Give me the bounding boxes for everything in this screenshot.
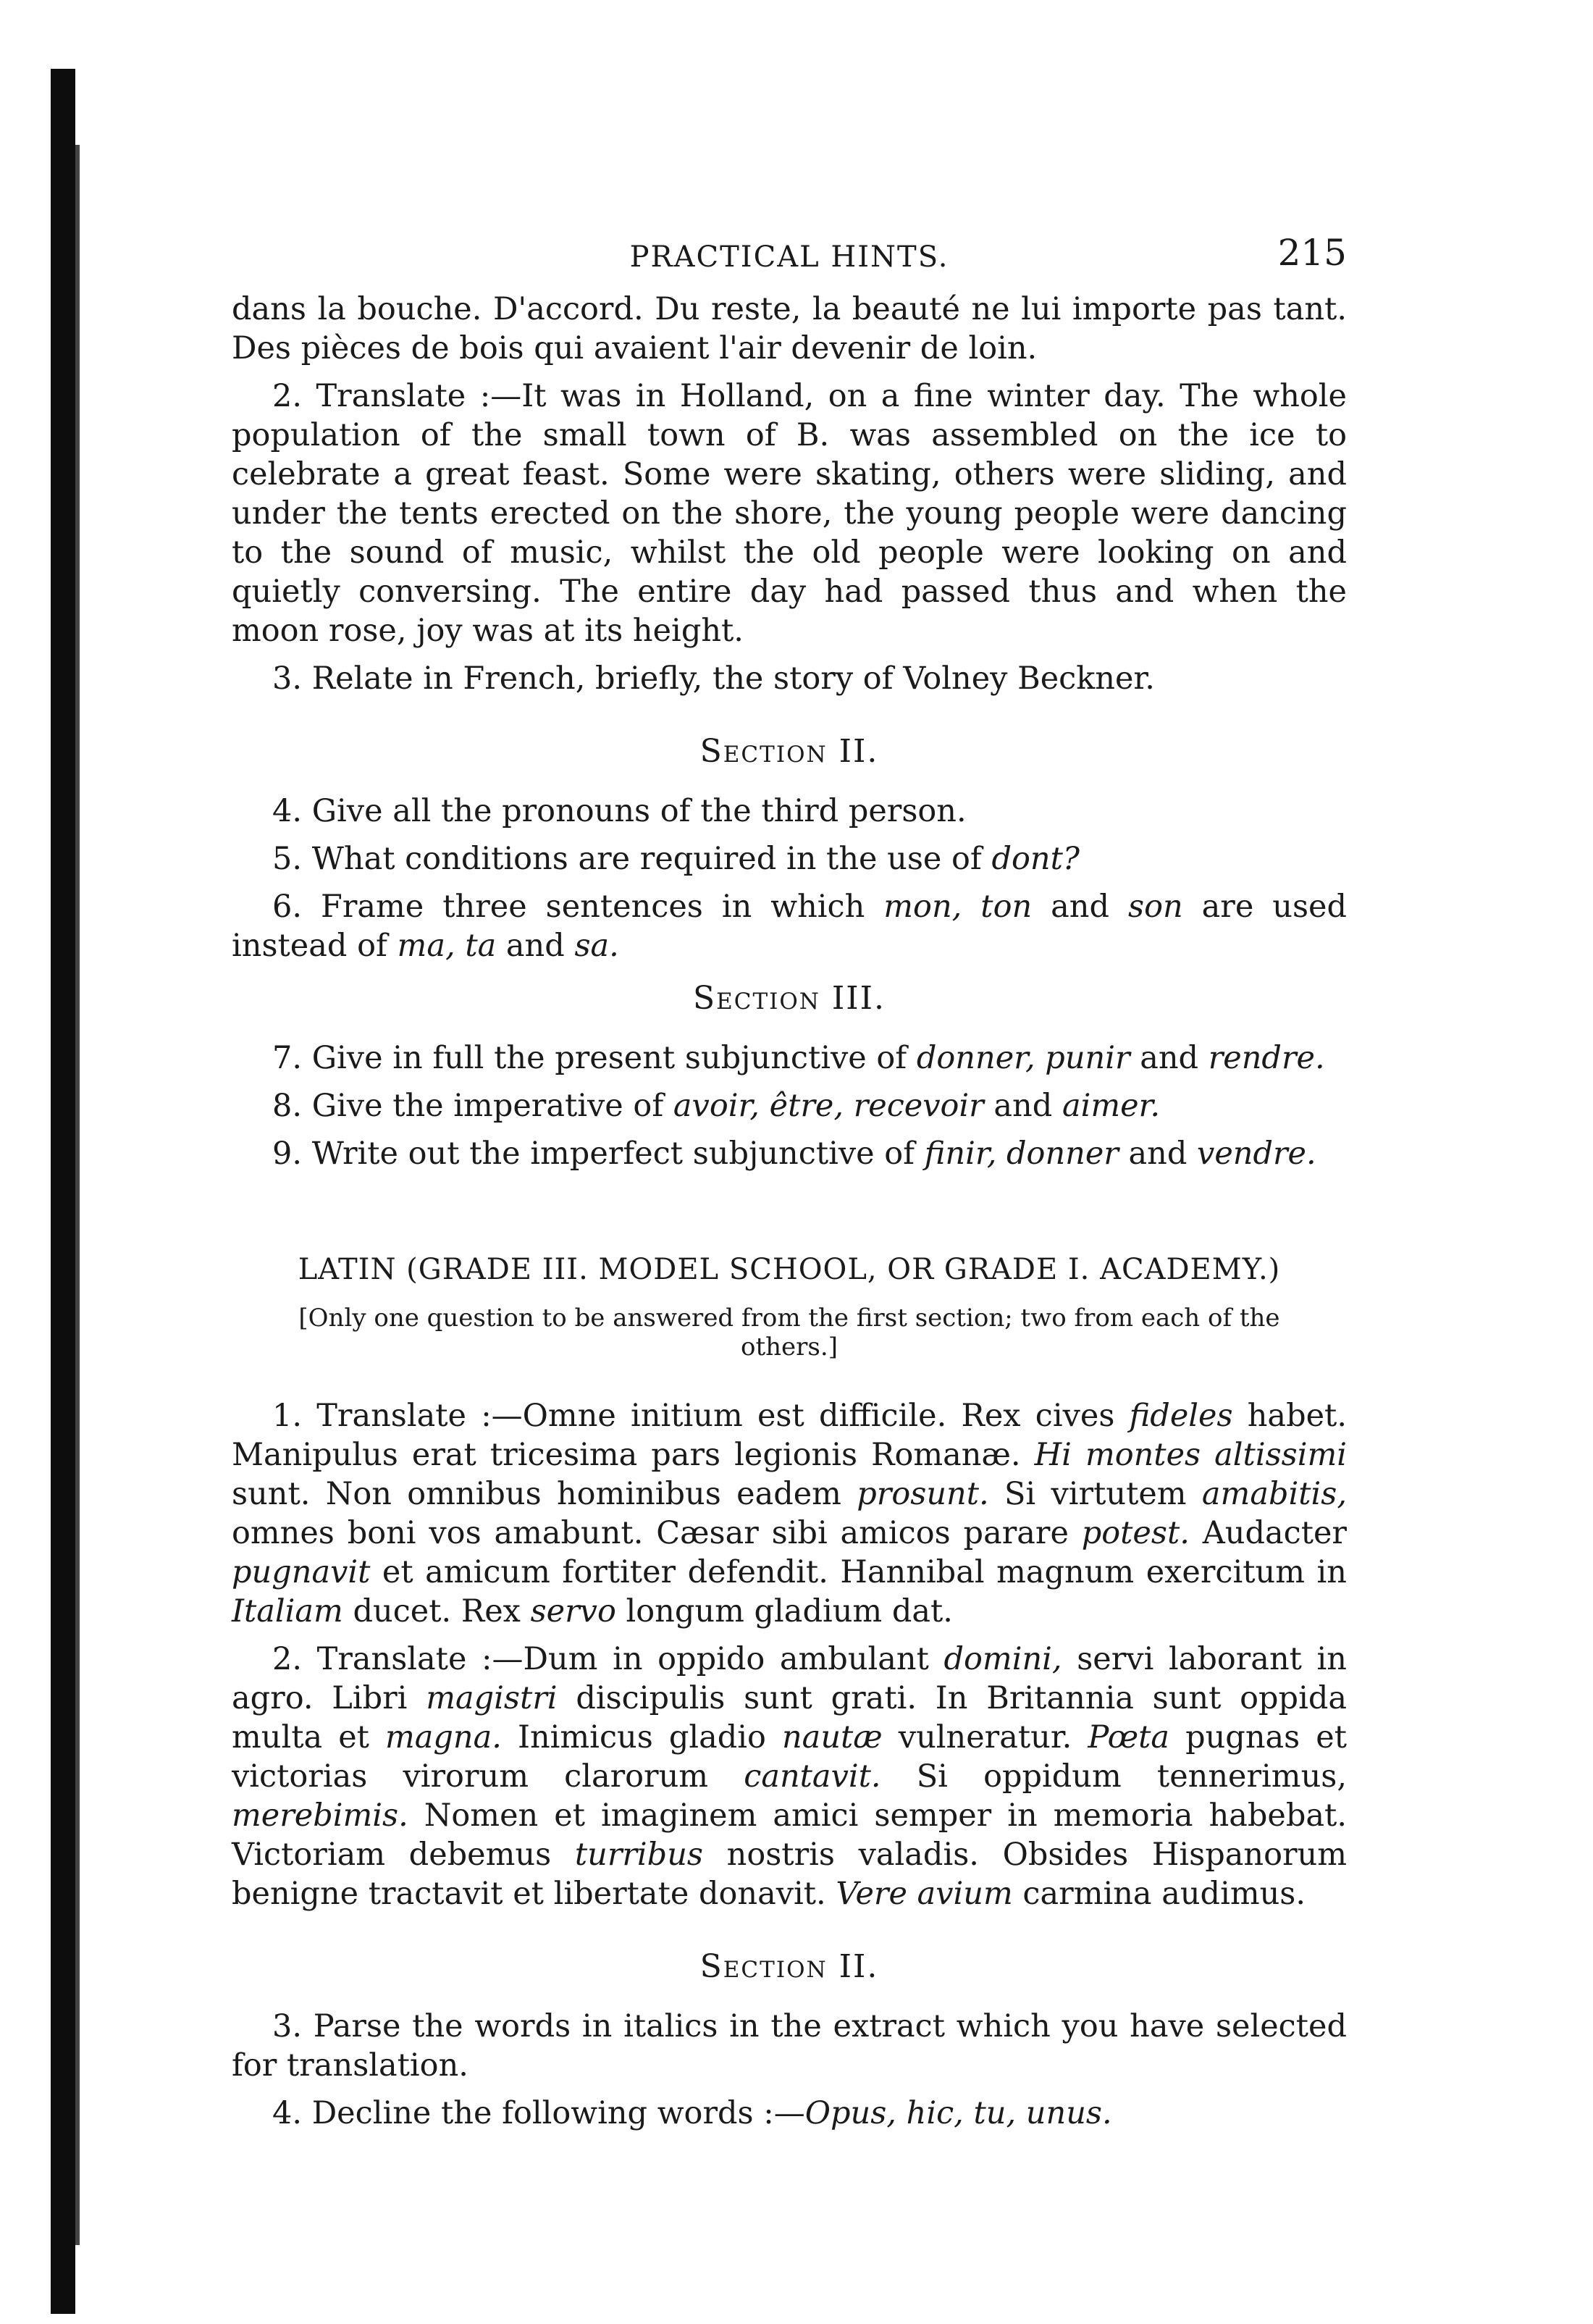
lq1-c: habet. Manipulus erat tricesima pars legionis Romanæ. xyxy=(232,1398,1347,1473)
lq2-h: nautæ xyxy=(781,1719,883,1755)
q9-text: 9. Write out the imperfect subjunctive of xyxy=(272,1136,925,1172)
q7-text: 7. Give in full the present subjunctive of xyxy=(272,1040,917,1076)
q8-text: 8. Give the imperative of xyxy=(272,1088,673,1124)
lq1-p: servo xyxy=(530,1593,616,1629)
lq4-text: 4. Decline the following words :— xyxy=(272,2095,805,2131)
q5-text: 5. What conditions are required in the use of xyxy=(272,841,992,877)
q6-space-2 xyxy=(455,928,466,964)
lq2-b: domini, xyxy=(943,1641,1062,1677)
q6-text-and-1: and xyxy=(1032,889,1128,925)
latin-question-3: 3. Parse the words in italics in the extract which you have selected for translation. xyxy=(232,2008,1347,2084)
q8-and: and xyxy=(983,1088,1062,1124)
q9-and: and xyxy=(1118,1136,1198,1172)
lq2-f: magna. xyxy=(384,1719,502,1755)
page-body xyxy=(232,232,1347,2133)
french-question-6 xyxy=(232,887,1347,965)
q7-italic-1: donner, punir xyxy=(916,1040,1130,1076)
q6-text-a: 6. Frame three sentences in which xyxy=(272,889,884,925)
latin-heading: LATIN (GRADE III. MODEL SCHOOL, OR GRADE I. ACADEMY.) xyxy=(298,1253,1281,1286)
lq2-j: Pœta xyxy=(1088,1719,1170,1755)
latin-question-1 xyxy=(232,1396,1347,1631)
lq4-italic: Opus, hic, tu, unus. xyxy=(804,2095,1112,2131)
lq1-q: longum gladium dat. xyxy=(615,1593,953,1629)
lq1-i: omnes boni vos amabunt. Cæsar sibi amicos parare xyxy=(232,1515,1082,1551)
lq1-f: prosunt. xyxy=(857,1476,989,1512)
french-question-2: 2. Translate :—It was in Holland, on a fine winter day. The whole population of the small town of B. was assembled on the ice to celebrate a great feast. Some were skating, others were sliding, and under the tents erected on the shore, the young people were dancing to the sound of music, whilst the old people were looking on and quietly conversing. The entire day had passed thus and when the moon rose, joy was at its height. xyxy=(232,378,1347,649)
q8-italic-2: aimer. xyxy=(1062,1088,1161,1124)
lq1-m: et amicum fortiter defendit. Hannibal magnum exercitum in xyxy=(370,1554,1347,1590)
q6-italic-sa: sa. xyxy=(574,928,619,964)
lq1-b: fideles xyxy=(1129,1398,1233,1434)
lq1-o: ducet. Rex xyxy=(342,1593,531,1629)
lq1-e: sunt. Non omnibus hominibus eadem xyxy=(232,1476,857,1512)
binding-edge xyxy=(51,69,75,2314)
french-continuation: dans la bouche. D'accord. Du reste, la beauté ne lui importe pas tant. Des pièces de bois qui avaient l'air devenir de loin. xyxy=(232,291,1347,366)
french-question-9 xyxy=(232,1134,1347,1173)
lq1-k: Audacter xyxy=(1189,1515,1347,1551)
french-question-3: 3. Relate in French, briefly, the story of Volney Beckner. xyxy=(272,660,1155,697)
lq1-n: Italiam xyxy=(232,1593,343,1629)
french-section-2-heading: Section II. xyxy=(699,733,879,770)
running-title: PRACTICAL HINTS. xyxy=(629,240,949,274)
lq2-s: carmina audimus. xyxy=(1012,1876,1306,1912)
french-section-3-heading: Section III. xyxy=(692,980,886,1017)
lq2-a: 2. Translate :—Dum in oppido ambulant xyxy=(272,1641,944,1677)
q6-text-and-2: and xyxy=(496,928,575,964)
lq1-l: pugnavit xyxy=(232,1554,371,1590)
lq2-k: pugnas et victorias virorum clarorum xyxy=(232,1719,1347,1795)
lq2-d: magistri xyxy=(426,1680,558,1716)
lq2-n: merebimis. xyxy=(232,1797,408,1834)
french-question-5 xyxy=(232,839,1347,878)
lq2-q: nostris valadis. Obsides Hispanorum benigne tractavit et libertate donavit. xyxy=(232,1837,1347,1912)
latin-section-2-heading: Section II. xyxy=(699,1948,879,1985)
lq1-g: Si virtutem xyxy=(988,1476,1202,1512)
lq2-o: Nomen et imaginem amici semper in memoria habebat. Victoriam debemus xyxy=(232,1797,1347,1873)
q7-italic-2: rendre. xyxy=(1208,1040,1325,1076)
lq2-i: vulneratur. xyxy=(882,1719,1088,1755)
lq2-r: Vere avium xyxy=(836,1876,1013,1912)
french-question-7 xyxy=(232,1039,1347,1078)
q6-italic-mon: mon, xyxy=(883,889,962,925)
latin-question-2 xyxy=(232,1640,1347,1913)
q6-text-b: are used instead of xyxy=(232,889,1347,964)
q5-italic: dont? xyxy=(991,841,1080,877)
q6-italic-ta: ta xyxy=(465,928,497,964)
q6-space-1 xyxy=(962,889,980,925)
lq2-g: Inimicus gladio xyxy=(501,1719,782,1755)
binding-shadow xyxy=(75,145,80,2245)
q8-italic-1: avoir, être, recevoir xyxy=(673,1088,984,1124)
french-question-4: 4. Give all the pronouns of the third person. xyxy=(272,793,967,829)
lq1-d: Hi montes altissimi xyxy=(1034,1437,1347,1473)
page-number: 215 xyxy=(1277,232,1347,274)
lq2-e: discipulis sunt grati. In Britannia sunt oppida multa et xyxy=(232,1680,1347,1755)
lq2-m: Si oppidum tennerimus, xyxy=(880,1758,1347,1795)
q6-italic-son: son xyxy=(1128,889,1183,925)
lq1-h: amabitis, xyxy=(1201,1476,1347,1512)
lq1-j: potest. xyxy=(1081,1515,1190,1551)
q6-italic-ma: ma, xyxy=(397,928,455,964)
lq2-p: turribus xyxy=(574,1837,703,1873)
q9-italic-2: vendre. xyxy=(1197,1136,1316,1172)
lq1-a: 1. Translate :—Omne initium est difficile. Rex cives xyxy=(272,1398,1130,1434)
q6-italic-ton: ton xyxy=(980,889,1033,925)
q7-and: and xyxy=(1130,1040,1209,1076)
latin-question-4 xyxy=(232,2094,1347,2133)
lq2-c: servi laborant in agro. Libri xyxy=(232,1641,1347,1716)
latin-instructions: [Only one question to be answered from the first section; two from each of the others.] xyxy=(298,1304,1280,1362)
q9-italic-1: finir, donner xyxy=(924,1136,1119,1172)
lq2-l: cantavit. xyxy=(744,1758,881,1795)
page-header xyxy=(232,232,1347,290)
french-question-8 xyxy=(232,1086,1347,1125)
